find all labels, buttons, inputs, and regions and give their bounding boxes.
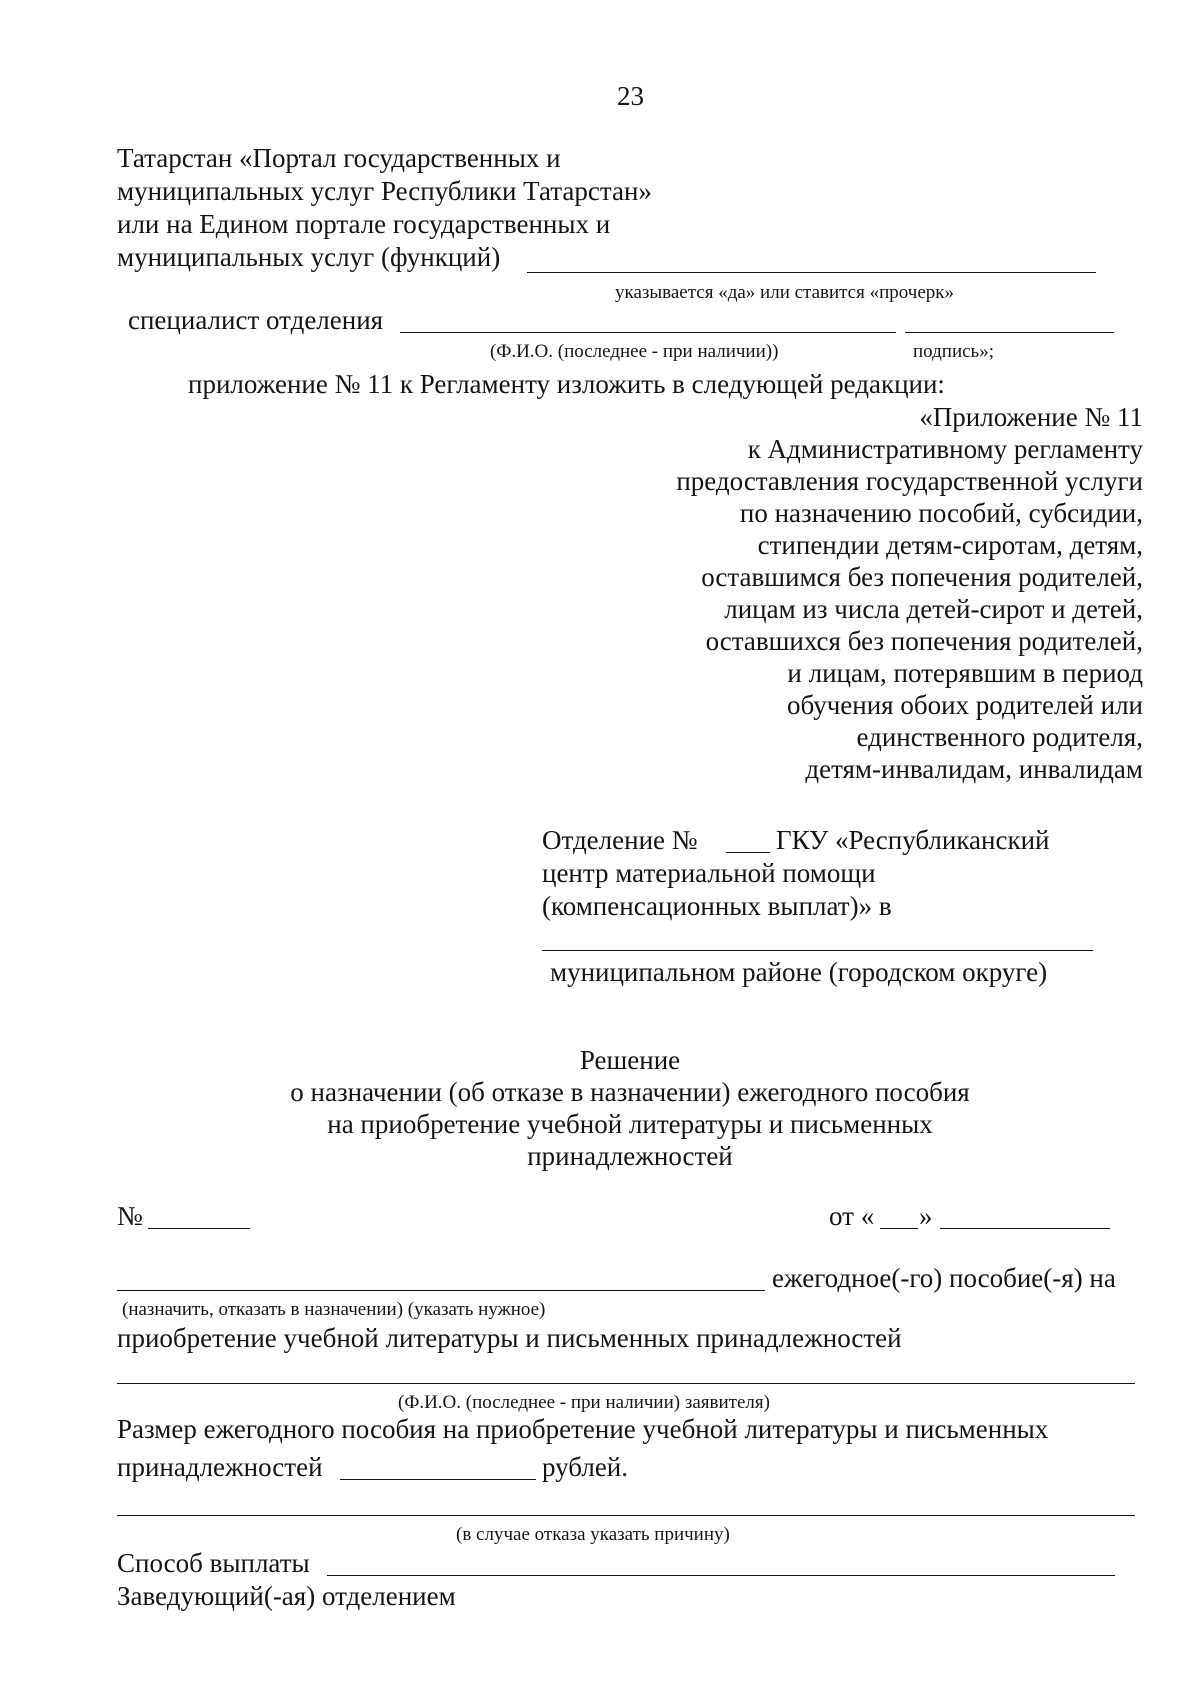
payment-method-line bbox=[327, 1575, 1115, 1576]
functions-answer-line bbox=[527, 272, 1096, 273]
appendix-line-9: и лицам, потерявшим в период bbox=[787, 658, 1143, 688]
appendix-line-12: детям-инвалидам, инвалидам bbox=[805, 754, 1143, 784]
applicant-name-line bbox=[117, 1383, 1135, 1384]
number-label: № bbox=[117, 1201, 143, 1231]
specialist-name-caption: (Ф.И.О. (последнее - при наличии)) bbox=[490, 341, 779, 362]
amount-value-line bbox=[340, 1479, 536, 1480]
page-number: 23 bbox=[617, 81, 644, 111]
amount-line-2-prefix: принадлежностей bbox=[117, 1452, 323, 1482]
assignment-continuation: приобретение учебной литературы и письменных принадлежностей bbox=[117, 1323, 902, 1353]
refusal-caption: (в случае отказа указать причину) bbox=[456, 1524, 730, 1545]
appendix-line-8: оставшихся без попечения родителей, bbox=[705, 626, 1143, 656]
municipality-caption: муниципальном районе (городском округе) bbox=[550, 957, 1048, 987]
appendix-line-6: оставшимся без попечения родителей, bbox=[701, 562, 1143, 592]
assignment-caption: (назначить, отказать в назначении) (указать нужное) bbox=[122, 1299, 546, 1320]
decision-subtitle-line-2: на приобретение учебной литературы и письменных bbox=[327, 1109, 933, 1139]
amount-line-2-suffix: рублей. bbox=[542, 1452, 629, 1482]
addressee-line-1-prefix: Отделение № bbox=[542, 825, 698, 855]
appendix-line-3: предоставления государственной услуги bbox=[676, 466, 1143, 496]
yes-or-dash-hint: указывается «да» или ставится «прочерк» bbox=[615, 282, 955, 303]
specialist-label: специалист отделения bbox=[128, 305, 384, 335]
municipality-line bbox=[542, 950, 1093, 951]
assignment-suffix: ежегодное(-го) пособие(-я) на bbox=[772, 1263, 1116, 1293]
number-line bbox=[148, 1228, 250, 1229]
intro-line-2: муниципальных услуг Республики Татарстан» bbox=[117, 176, 652, 206]
addressee-line-2: центр материальной помощи bbox=[542, 858, 876, 888]
appendix-line-2: к Административному регламенту bbox=[747, 434, 1143, 464]
assign-or-refuse-line bbox=[117, 1290, 765, 1291]
addressee-line-3: (компенсационных выплат)» в bbox=[542, 891, 892, 921]
intro-line-4: муниципальных услуг (функций) bbox=[117, 242, 501, 272]
specialist-signature-caption: подпись»; bbox=[913, 341, 995, 362]
amendment-text: приложение № 11 к Регламенту изложить в следующей редакции: bbox=[188, 369, 945, 399]
date-month-year-line bbox=[940, 1228, 1110, 1229]
refusal-reason-line bbox=[117, 1515, 1135, 1516]
addressee-line-1-suffix: ГКУ «Республиканский bbox=[776, 825, 1050, 855]
decision-subtitle-line-1: о назначении (об отказе в назначении) ежегодного пособия bbox=[290, 1077, 970, 1107]
department-number-line bbox=[726, 852, 770, 853]
specialist-signature-line bbox=[905, 332, 1114, 333]
date-day-line bbox=[880, 1228, 918, 1229]
decision-subtitle-line-3: принадлежностей bbox=[527, 1141, 733, 1171]
appendix-line-11: единственного родителя, bbox=[856, 722, 1143, 752]
intro-line-3: или на Едином портале государственных и bbox=[117, 209, 611, 239]
appendix-line-5: стипендии детям-сиротам, детям, bbox=[757, 530, 1143, 560]
specialist-name-line bbox=[400, 332, 896, 333]
intro-line-1: Татарстан «Портал государственных и bbox=[117, 143, 561, 173]
appendix-line-4: по назначению пособий, субсидии, bbox=[739, 498, 1143, 528]
date-prefix: от « bbox=[829, 1201, 875, 1231]
appendix-line-7: лицам из числа детей-сирот и детей, bbox=[724, 594, 1143, 624]
appendix-line-10: обучения обоих родителей или bbox=[787, 690, 1143, 720]
payment-method-label: Способ выплаты bbox=[117, 1548, 310, 1578]
decision-title: Решение bbox=[579, 1045, 681, 1075]
appendix-line-1: «Приложение № 11 bbox=[919, 402, 1143, 432]
head-of-department-label: Заведующий(-ая) отделением bbox=[117, 1581, 456, 1611]
amount-line-1: Размер ежегодного пособия на приобретение учебной литературы и письменных bbox=[117, 1414, 1049, 1444]
applicant-caption: (Ф.И.О. (последнее - при наличии) заявителя) bbox=[398, 1392, 770, 1413]
date-mid: » bbox=[919, 1201, 933, 1231]
